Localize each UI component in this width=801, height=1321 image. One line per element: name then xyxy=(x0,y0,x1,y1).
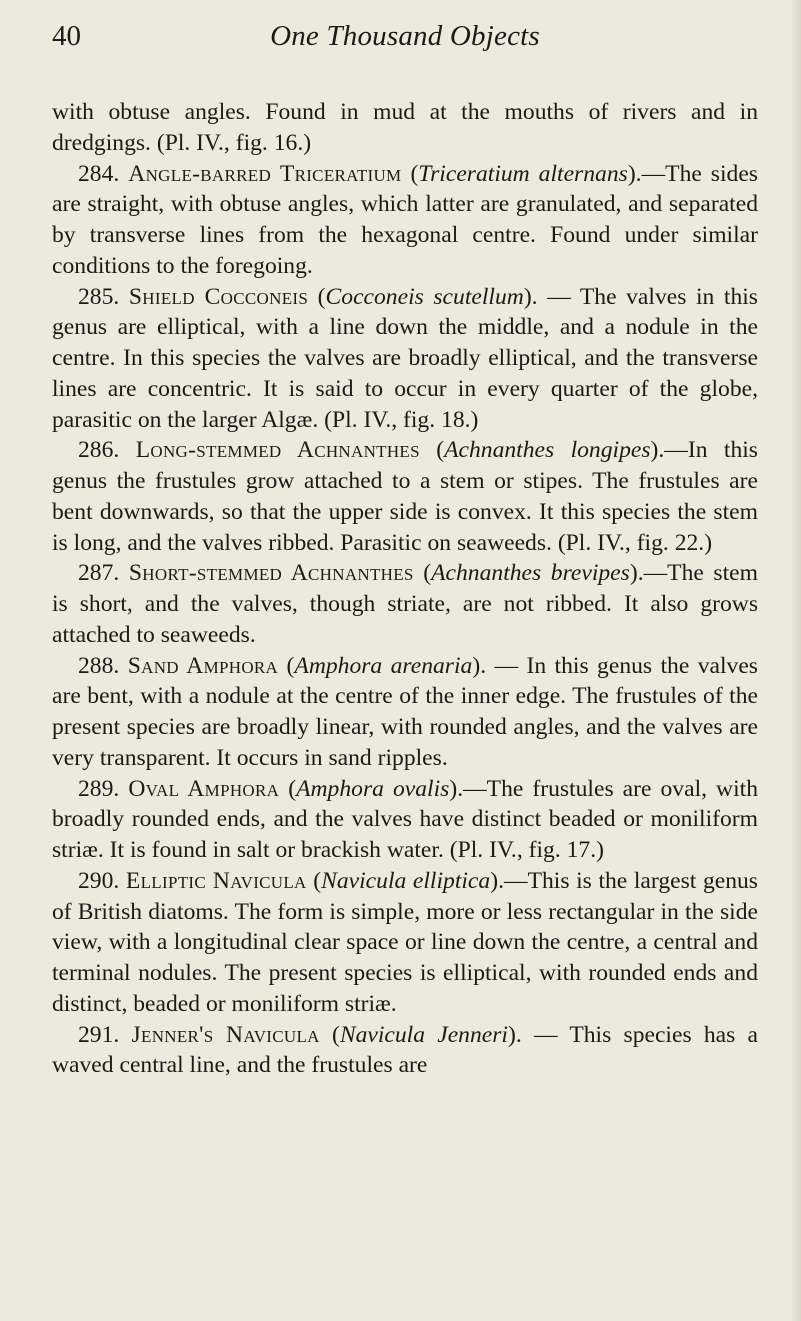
entry-290: 290. Elliptic Navicula (Navicula elliptica).—This is the largest genus of British diatoms. The form is simple, more or less rectangular in the side view, with a longitudinal clear space or line down the centre, a central and terminal nodules. The present species is elliptical, with rounded ends and distinct, beaded or moniliform striæ. xyxy=(52,867,758,1017)
entry-common-name: Shield Cocconeis xyxy=(128,283,309,310)
entry-description: .—The frustules are oval, with broadly rounded ends, and the valves have distinct beaded or moniliform striæ. It is found in salt or brackish water. (Pl. IV., fig. 17.) xyxy=(52,775,758,863)
entry-285: 285. Shield Cocconeis (Cocconeis scutellum). — The valves in this genus are elliptical, with a line down the middle, and a nodule in the centre. In this species the valves are broadly elliptical, and the transverse lines are concentric. It is said to occur in every quarter of the globe, parasitic on the larger Algæ. (Pl. IV., fig. 18.) xyxy=(52,283,758,433)
entry-latin-name: Amphora arenaria xyxy=(294,652,473,679)
entry-number: 286. xyxy=(78,437,120,464)
entry-description: .—The stem is short, and the valves, though striate, are not ribbed. It also grows attached to seaweeds. xyxy=(52,560,758,648)
page-edge-shadow xyxy=(791,0,801,1321)
entry-common-name: Elliptic Navicula xyxy=(125,867,307,894)
entry-description: .—The sides are straight, with obtuse angles, which latter are granulated, and separated by transverse lines from the hexagonal centre. Found under similar conditions to the foregoing. xyxy=(52,160,758,279)
entry-number: 284. xyxy=(78,160,120,187)
book-page xyxy=(52,14,758,1304)
entry-291: 291. Jenner's Navicula (Navicula Jenneri). — This species has a waved central line, and the frustules are xyxy=(52,1021,759,1079)
entry-common-name: Sand Amphora xyxy=(127,652,279,679)
entry-latin-name: Achnanthes brevipes xyxy=(431,560,630,587)
entry-288: 288. Sand Amphora (Amphora arenaria). — In this genus the valves are bent, with a nodule at the centre of the inner edge. The frustules of the present species are broadly linear, with rounded angles, and the valves are very transparent. It occurs in sand ripples. xyxy=(52,652,758,771)
page-number: 40 xyxy=(52,20,81,52)
page-header xyxy=(52,14,758,74)
entry-latin-name: Achnanthes longipes xyxy=(444,437,651,464)
entry-287: 287. Short-stemmed Achnanthes (Achnanthes brevipes).—The stem is short, and the valves, though striate, are not ribbed. It also grows attached to seaweeds. xyxy=(52,560,758,648)
entry-common-name: Oval Amphora xyxy=(128,775,280,802)
entry-284: 284. Angle-barred Triceratium (Triceratium alternans).—The sides are straight, with obtuse angles, which latter are granulated, and separated by transverse lines from the hexagonal centre. Found under similar conditions to the foregoing. xyxy=(52,160,758,279)
entry-latin-name: Triceratium alternans xyxy=(418,160,628,187)
entry-description: . — The valves in this genus are elliptical, with a line down the middle, and a nodule in the centre. In this species the valves are broadly elliptical, and the transverse lines are concentric. It is said to occur in every quarter of the globe, parasitic on the larger Algæ. (Pl. IV., fig. 18.) xyxy=(52,283,758,433)
entry-latin-name: Navicula elliptica xyxy=(321,867,491,894)
entry-number: 289. xyxy=(78,775,120,802)
running-title: One Thousand Objects xyxy=(270,20,540,52)
entry-description: . — In this genus the valves are bent, with a nodule at the centre of the inner edge. The frustules of the present species are broadly linear, with rounded angles, and the valves are very transparent. It occurs in sand ripples. xyxy=(52,652,758,771)
entry-latin-name: Cocconeis scutellum xyxy=(325,283,524,310)
entry-latin-name: Navicula Jenneri xyxy=(339,1021,508,1048)
entry-286: 286. Long-stemmed Achnanthes (Achnanthes longipes).—In this genus the frustules grow attached to a stem or stipes. The frustules are bent downwards, so that the upper side is convex. It this species the stem is long, and the valves ribbed. Parasitic on seaweeds. (Pl. IV., fig. 22.) xyxy=(52,437,758,556)
entry-number: 290. xyxy=(78,867,120,894)
entry-common-name: Short-stemmed Achnanthes xyxy=(128,560,414,587)
entry-289: 289. Oval Amphora (Amphora ovalis).—The frustules are oval, with broadly rounded ends, and the valves have distinct beaded or moniliform striæ. It is found in salt or brackish water. (Pl. IV., fig. 17.) xyxy=(52,775,758,863)
entry-number: 288. xyxy=(78,652,120,679)
entry-common-name: Long-stemmed Achnanthes xyxy=(135,437,420,464)
entry-number: 287. xyxy=(78,560,120,587)
entry-latin-name: Amphora ovalis xyxy=(296,775,450,802)
entry-common-name: Jenner's Navicula xyxy=(131,1021,320,1048)
entry-description: .—In this genus the frustules grow attached to a stem or stipes. The frustules are bent downwards, so that the upper side is convex. It this species the stem is long, and the valves ribbed. Parasitic on seaweeds. (Pl. IV., fig. 22.) xyxy=(52,437,758,556)
continuation-paragraph: with obtuse angles. Found in mud at the mouths of rivers and in dredgings. (Pl. IV., fig. 16.) xyxy=(52,99,758,156)
entry-number: 291. xyxy=(78,1021,120,1048)
entry-number: 285. xyxy=(78,283,120,310)
page-body xyxy=(52,97,758,1081)
entry-description: .—This is the largest genus of British diatoms. The form is simple, more or less rectangular in the side view, with a longitudinal clear space or line down the centre, a central and terminal nodules. The present species is elliptical, with rounded ends and distinct, beaded or moniliform striæ. xyxy=(52,867,758,1017)
entry-common-name: Angle-barred Triceratium xyxy=(128,160,402,187)
entry-description: . — This species has a waved central line, and the frustules are xyxy=(52,1021,759,1079)
